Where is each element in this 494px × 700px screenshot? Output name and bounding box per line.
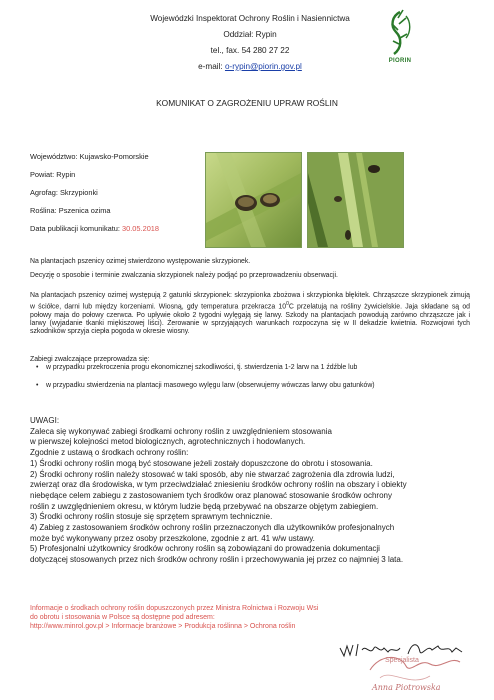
field-value: Skrzypionki (60, 188, 98, 197)
info-line: do obrotu i stosowania w Polsce są dostępne pod adresem: (30, 614, 215, 621)
paragraph-treatment-intro: Zabiegi zwalczające przeprowadza się: (30, 356, 150, 363)
publication-date: 30.05.2018 (122, 224, 160, 233)
field-label: Roślina: (30, 206, 59, 215)
notes-line: 3) Środki ochrony roślin stosuje się sprzętem sprawnym technicznie. (30, 512, 273, 522)
photo-beetles-on-leaf (205, 152, 302, 248)
notes-line: może być wykonywany przez osoby przeszkolone, zgodnie z art. 41 w/w ustawy. (30, 533, 315, 543)
notes-line: 2) Środki ochrony roślin należy stosować w taki sposób, aby nie stwarzać zagrożenia dla zdrowia ludzi, (30, 469, 395, 479)
field-data-publikacji (30, 224, 159, 233)
signatory-role: Specjalista (385, 657, 419, 664)
signatory-name: Anna Piotrowska (372, 683, 441, 692)
notes-line: 1) Środki ochrony roślin mogą być stosowane jeżeli zostały dopuszczone do obrotu i stosowania. (30, 458, 373, 468)
field-wojewodztwo (30, 152, 149, 161)
field-label: Agrofag: (30, 188, 60, 197)
degree-sup: 0 (286, 301, 289, 308)
paragraph-biology-part1: Na plantacjach pszenicy ozimej występują 2 gatunki skrzypionek: skrzypionka zbożowa i skrzypionka błękitek. Chrząszcze skrzypionek zimują w ściółce, darni lub między korzeniami. Wiosną, gdy temperatura przekracza 10 (30, 292, 470, 311)
info-line: Informacje o środkach ochrony roślin dopuszczonych przez Ministra Rolnictwa i Rozwoju Wsi (30, 605, 319, 612)
field-roslina (30, 206, 111, 215)
email-link[interactable]: o-rypin@piorin.gov.pl (224, 62, 302, 71)
notes-line: roślin z uwzględnieniem okresu, w którym ludzie będą przebywać na obszarze objętym zabiegiem. (30, 501, 379, 511)
field-value: Rypin (56, 170, 76, 179)
logo-text: PIORIN (388, 58, 412, 64)
paragraph-occurrence: Na plantacjach pszenicy ozimej stwierdzono występowanie skrzypionek. (30, 258, 251, 265)
field-label: Data publikacji komunikatu: (30, 224, 123, 233)
notes-line: 5) Profesjonalni użytkownicy środków ochrony roślin są zobowiązani do prowadzenia dokumentacji (30, 544, 380, 554)
notes-line: Zgodnie z ustawą o środkach ochrony roślin: (30, 448, 189, 458)
notes-line: w pierwszej kolejności metod biologicznych, agrotechnicznych i hodowlanych. (30, 437, 306, 447)
info-section (30, 604, 470, 631)
phone-fax: tel., fax. 54 280 27 22 (210, 46, 290, 55)
bullet-threshold: • w przypadku przekroczenia progu ekonomicznej szkodliwości, tj. stwierdzenia 1-2 larw na 1 źdźble lub (46, 364, 466, 372)
notes-heading: UWAGI: (30, 416, 60, 425)
paragraph-biology-part2: C przelatują na rośliny żywicielskie. Jaja składane są od połowy maja do połowy czerwca. Po upływie około 2 tygodni wylęgają się larwy. Szkody na plantacjach powodują zarówno chrząszcze jak i larwy (wyjadanie tkanki miękiszowej liści). Żerowanie w sprzyjających warunkach rozpoczyna się w II dekadzie kwietnia. Rozwojowi tych szkodników sprzyja ciepła pogoda w okresie wiosny. (30, 303, 470, 336)
notes-section (30, 416, 478, 566)
email-line (90, 62, 410, 71)
notes-line: 4) Zabieg z zastosowaniem środków ochrony roślin przeznaczonych dla użytkowników profesjonalnych (30, 523, 395, 533)
photo-larvae-on-stem (307, 152, 404, 248)
notes-line: Zaleca się wykonywać zabiegi środkami ochrony roślin z uwzględnieniem stosowania (30, 426, 332, 436)
document-title: KOMUNIKAT O ZAGROŻENIU UPRAW ROŚLIN (156, 98, 338, 108)
field-label: Powiat: (30, 170, 57, 179)
branch-name: Oddział: Rypin (223, 30, 277, 39)
paragraph-biology (30, 292, 470, 336)
notes-line: dotyczącej stosowanych przez nich środków ochrony roślin i przechowywania jej przez co najmniej 3 lata. (30, 555, 404, 565)
notes-line: niebędące celem zabiegu z zastosowaniem tych środków oraz planować stosowanie środków ochrony (30, 490, 392, 500)
field-value: Kujawsko-Pomorskie (79, 152, 149, 161)
bullet-mass-hatch: • w przypadku stwierdzenia na plantacji masowego wylęgu larw (obserwujemy wówczas larwy obu gatunków) (46, 382, 466, 390)
paragraph-decision: Decyzję o sposobie i terminie zwalczania skrzypionek należy podjąć po przeprowadzeniu obserwacji. (30, 272, 338, 279)
field-powiat (30, 170, 75, 179)
info-link[interactable]: http://www.minrol.gov.pl > Informacje branżowe > Produkcja roślinna > Ochrona roślin (30, 623, 296, 630)
inspectorate-name: Wojewódzki Inspektorat Ochrony Roślin i Nasiennictwa (150, 14, 350, 23)
field-agrofag (30, 188, 98, 197)
field-value: Pszenica ozima (58, 206, 111, 215)
notes-line: zwierząt oraz dla środowiska, w tym przeciwdziałać zniesieniu środków ochrony roślin na obszary i obiekty (30, 480, 407, 490)
field-label: Województwo: (30, 152, 80, 161)
email-label: e-mail: (198, 62, 225, 71)
